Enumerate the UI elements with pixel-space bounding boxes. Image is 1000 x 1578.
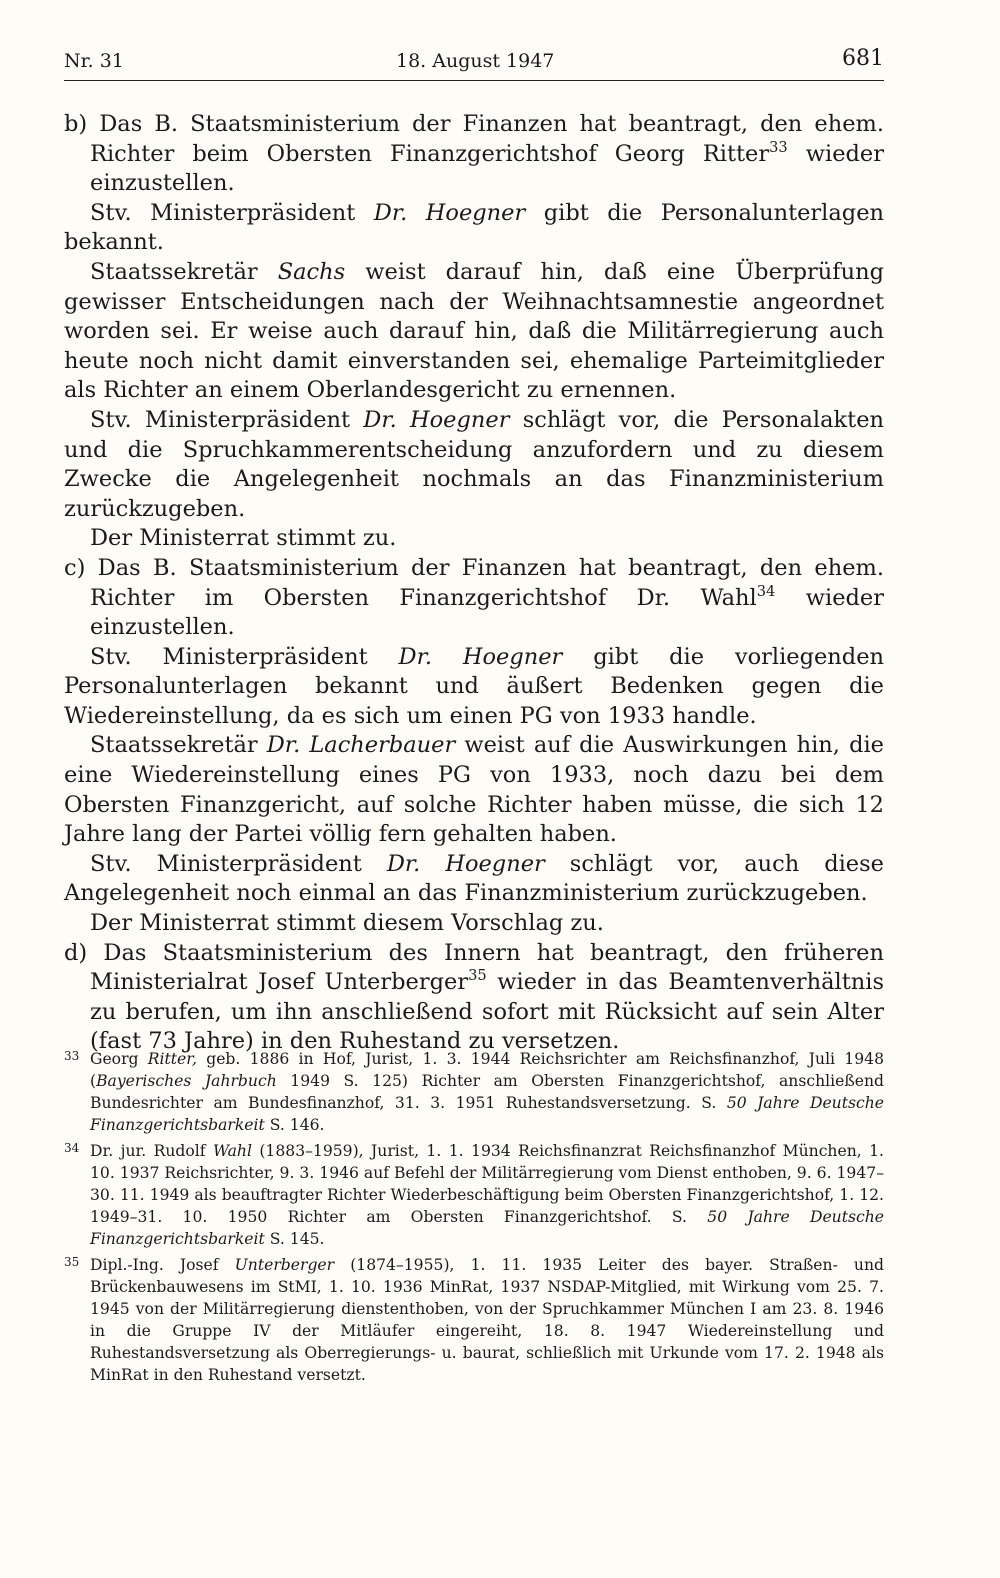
main-text bbox=[64, 110, 884, 1057]
footnote-text: Dr. jur. Rudolf bbox=[90, 1142, 213, 1160]
running-header bbox=[64, 46, 884, 81]
footnote-ref-33[interactable]: 33 bbox=[769, 138, 788, 156]
footnote-text: Bayerisches Jahrbuch bbox=[96, 1072, 277, 1090]
page-number: 681 bbox=[842, 46, 884, 71]
agenda-item-c: c) Das B. Staatsministerium der Finanzen hat beantragt, den ehem. Richter im Obersten Finanzgerichtshof Dr. Wahl$^{34}$ wieder einzustellen. bbox=[64, 554, 884, 641]
footnote-35 bbox=[64, 1254, 884, 1386]
footnote-34 bbox=[64, 1140, 884, 1250]
agenda-item-b: b) Das B. Staatsministerium der Finanzen hat beantragt, den ehem. Richter beim Obersten Finanzgerichtshof Georg Ritter$^{33}$ wieder einzustellen. bbox=[64, 111, 884, 197]
paragraph: Der Ministerrat stimmt diesem Vorschlag zu. bbox=[90, 910, 604, 937]
footnote-text: (1883–1959), Jurist, 1. 1. 1934 Reichsfinanzrat Reichsfinanzhof München, 1. 10. 1937 Reichsrichter, 9. 3. 1946 auf Befehl der Militärregierung vom Dienst enthoben, 9. 6. 1947–30. 11. 1949 als beauftragter Richter Wiederbeschäftigung beim Obersten Finanzgerichtshof, 1. 12. 1949–31. 10. 1950 Richter am Obersten Finanzgerichtshof. S. bbox=[90, 1142, 884, 1226]
footnote-text: S. 145. bbox=[264, 1230, 325, 1248]
footnote-text: Ritter, bbox=[147, 1050, 197, 1068]
footnote-text: 1949 S. 125) Richter am Obersten Finanzgerichtshof, anschließend Bundesrichter am Bundesfinanzhof, 31. 3. 1951 Ruhestandsversetzung. S. bbox=[90, 1072, 884, 1112]
issue-number: Nr. 31 bbox=[64, 50, 124, 72]
footnote-text: 50 Jahre Deutsche Finanzgerichtsbarkeit bbox=[90, 1208, 884, 1248]
footnote-text: Wahl bbox=[212, 1142, 252, 1160]
footnote-text: (1874–1955), 1. 11. 1935 Leiter des bayer. Straßen- und Brückenbauwesens im StMI, 1. 10. 1936 MinRat, 1937 NSDAP-Mitglied, mit Wirkung vom 25. 7. 1945 von der Militärregierung dienstenthoben, von der Spruchkammer München I am 23. 8. 1946 in die Gruppe IV der Mitläufer eingereiht, 18. 8. 1947 Wiedereinstellung und Ruhestandsversetzung als Oberregierungs- u. baurat, schließlich mit Urkunde vom 17. 2. 1948 als MinRat in den Ruhestand versetzt. bbox=[90, 1256, 884, 1384]
paragraph: Der Ministerrat stimmt zu. bbox=[90, 525, 397, 552]
footnote-text: Unterberger bbox=[234, 1256, 335, 1274]
footnote-text: geb. 1886 in Hof, Jurist, 1. 3. 1944 Reichsrichter am Reichsfinanzhof, Juli 1948 ( bbox=[90, 1050, 884, 1090]
paragraph: Stv. Ministerpräsident Dr. Hoegner schlägt vor, die Personalakten und die Spruchkammerentscheidung anzufordern und zu diesem Zwecke die Angelegenheit nochmals an das Finanzministerium zurückzugeben. bbox=[64, 406, 885, 522]
footnote-33 bbox=[64, 1048, 884, 1136]
agenda-item-d: d) Das Staatsministerium des Innern hat beantragt, den früheren Ministerialrat Josef Unterberger$^{35}$ wieder in das Beamtenverhältnis zu berufen, um ihn anschließend sofort mit Rücksicht auf sein Alter (fast 73 Jahre) in den Ruhestand zu versetzen. bbox=[64, 939, 884, 1055]
footnotes bbox=[64, 1048, 884, 1390]
paragraph: Stv. Ministerpräsident Dr. Hoegner gibt die Personalunterlagen bekannt. bbox=[64, 199, 884, 256]
footnote-text: Dipl.-Ing. Josef bbox=[90, 1256, 235, 1274]
footnote-number: 35 bbox=[64, 1255, 80, 1269]
footnote-text: S. 146. bbox=[264, 1116, 325, 1134]
footnote-number: 34 bbox=[64, 1141, 80, 1155]
footnote-text: 50 Jahre Deutsche Finanzgerichtsbarkeit bbox=[90, 1094, 885, 1134]
paragraph: Staatssekretär Dr. Lacherbauer weist auf die Auswirkungen hin, die eine Wiedereinstellung eines PG von 1933, noch dazu bei dem Obersten Finanzgericht, auf solche Richter haben müsse, die sich 12 Jahre lang der Partei völlig fern gehalten haben. bbox=[64, 732, 884, 848]
paragraph: Stv. Ministerpräsident Dr. Hoegner schlägt vor, auch diese Angelegenheit noch einmal an das Finanzministerium zurückzugeben. bbox=[64, 850, 884, 907]
header-date: 18. August 1947 bbox=[396, 50, 555, 72]
footnote-number: 33 bbox=[64, 1049, 80, 1063]
footnote-text: Georg bbox=[90, 1050, 148, 1068]
paragraph: Staatssekretär Sachs weist darauf hin, daß eine Überprüfung gewisser Entscheidungen nach der Weihnachtsamnestie angeordnet worden sei. Er weise auch darauf hin, daß die Militärregierung auch heute noch nicht damit einverstanden sei, ehemalige Parteimitglieder als Richter an einem Oberlandesgericht zu ernennen. bbox=[64, 258, 884, 404]
paragraph: Stv. Ministerpräsident Dr. Hoegner gibt die vorliegenden Personalunterlagen bekannt und äußert Bedenken gegen die Wiedereinstellung, da es sich um einen PG von 1933 handle. bbox=[64, 643, 885, 729]
footnote-ref-34[interactable]: 34 bbox=[756, 582, 776, 600]
footnote-ref-35[interactable]: 35 bbox=[468, 967, 487, 985]
